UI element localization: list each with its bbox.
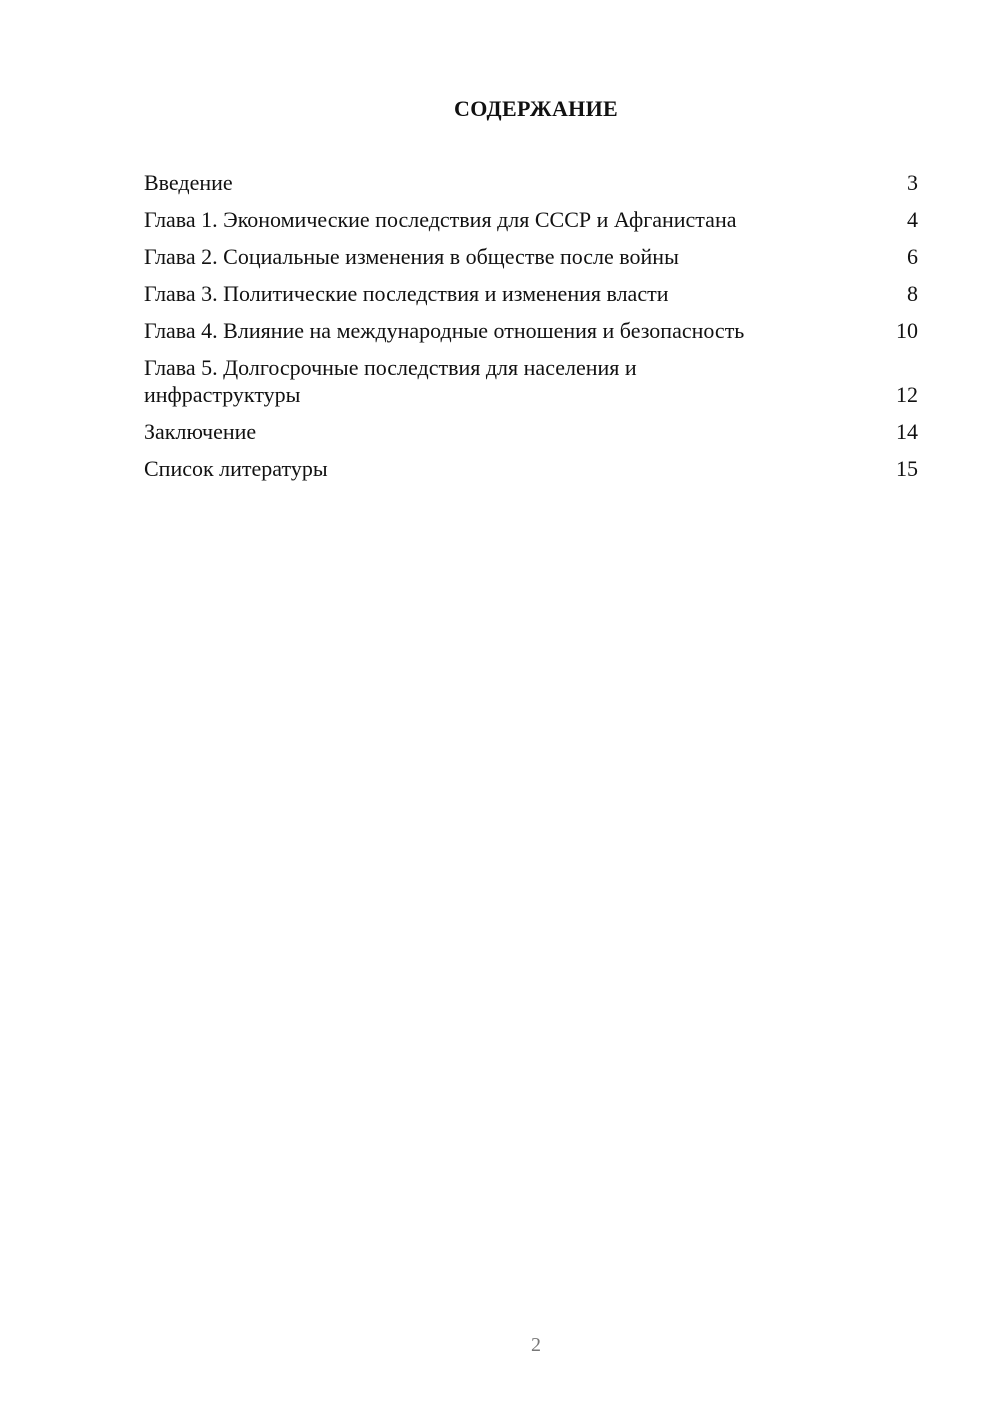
toc-entry-page: 4 [907,207,918,232]
toc-entry-label: Введение [144,170,233,195]
table-of-contents [144,169,918,492]
toc-entry-chapter-5[interactable] [144,354,918,408]
page-number: 2 [531,1334,541,1356]
toc-entry-page: 15 [896,456,918,481]
toc-entry-references[interactable] [144,455,918,482]
toc-entry-label: Глава 1. Экономические последствия для СССР и Афганистана [144,207,737,232]
toc-entry-page: 3 [907,170,918,195]
toc-entry-page: 8 [907,281,918,306]
toc-entry-chapter-3[interactable] [144,280,918,307]
page-title: СОДЕРЖАНИЕ [454,96,618,121]
toc-entry-label: Глава 2. Социальные изменения в обществе после войны [144,244,679,269]
toc-entry-label: Глава 4. Влияние на международные отношения и безопасность [144,318,745,343]
toc-entry-chapter-1[interactable] [144,206,918,233]
toc-entry-page: 6 [907,244,918,269]
toc-entry-introduction[interactable] [144,169,918,196]
toc-entry-conclusion[interactable] [144,418,918,445]
toc-entry-label: Глава 5. Долгосрочные последствия для населения и инфраструктуры [144,355,637,407]
toc-entry-chapter-4[interactable] [144,317,918,344]
toc-entry-label: Список литературы [144,456,328,481]
toc-entry-page: 14 [896,419,918,444]
toc-entry-page: 10 [896,318,918,343]
toc-entry-page: 12 [896,382,918,407]
toc-entry-label: Глава 3. Политические последствия и изменения власти [144,281,669,306]
toc-entry-label: Заключение [144,419,257,444]
toc-entry-chapter-2[interactable] [144,243,918,270]
